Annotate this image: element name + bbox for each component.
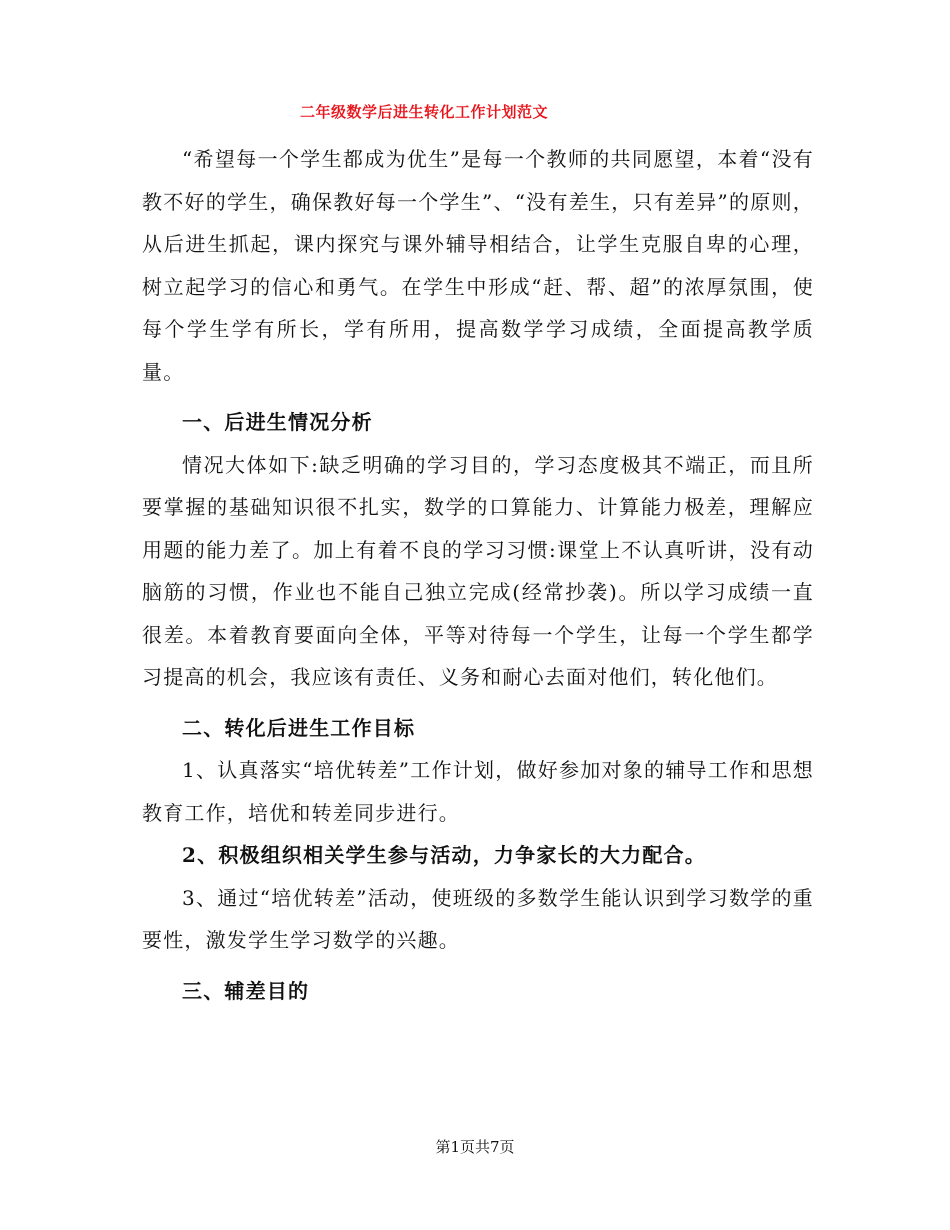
section-2-item-1: 1、认真落实“培优转差”工作计划，做好参加对象的辅导工作和思想教育工作，培优和转差同步进行。: [142, 758, 814, 825]
section-2-item-2: 2、积极组织相关学生参与活动，力争家长的大力配合。: [182, 843, 706, 867]
section-1-paragraph: 情况大体如下:缺乏明确的学习目的，学习态度极其不端正，而且所要掌握的基础知识很不扎实，数学的口算能力、计算能力极差，理解应用题的能力差了。加上有着不良的学习习惯:课堂上不认真听讲，没有动脑筋的习惯，作业也不能自己独立完成(经常抄袭)。所以学习成绩一直很差。本着教育要面向全体，平等对待每一个学生，让每一个学生都学习提高的机会，我应该有责任、义务和耐心去面对他们，转化他们。: [142, 452, 814, 689]
document-title: 二年级数学后进生转化工作计划范文: [300, 103, 549, 121]
section-2-item-3: 3、通过“培优转差”活动，使班级的多数学生能认识到学习数学的重要性，激发学生学习数学的兴趣。: [142, 885, 814, 952]
document-body: [142, 138, 814, 1012]
section-3-heading: 三、辅差目的: [182, 978, 310, 1003]
section-1-heading: 一、后进生情况分析: [182, 410, 373, 434]
section-2-heading: 二、转化后进生工作目标: [182, 715, 416, 740]
intro-paragraph: “希望每一个学生都成为优生”是每一个教师的共同愿望，本着“没有教不好的学生，确保教好每一个学生”、“没有差生，只有差异”的原则，从后进生抓起，课内探究与课外辅导相结合，让学生克服自卑的心理，树立起学习的信心和勇气。在学生中形成“赶、帮、超”的浓厚氛围，使每个学生学有所长，学有所用，提高数学学习成绩，全面提高教学质量。: [142, 147, 814, 384]
page-number-footer: 第1页共7页: [435, 1138, 515, 1156]
